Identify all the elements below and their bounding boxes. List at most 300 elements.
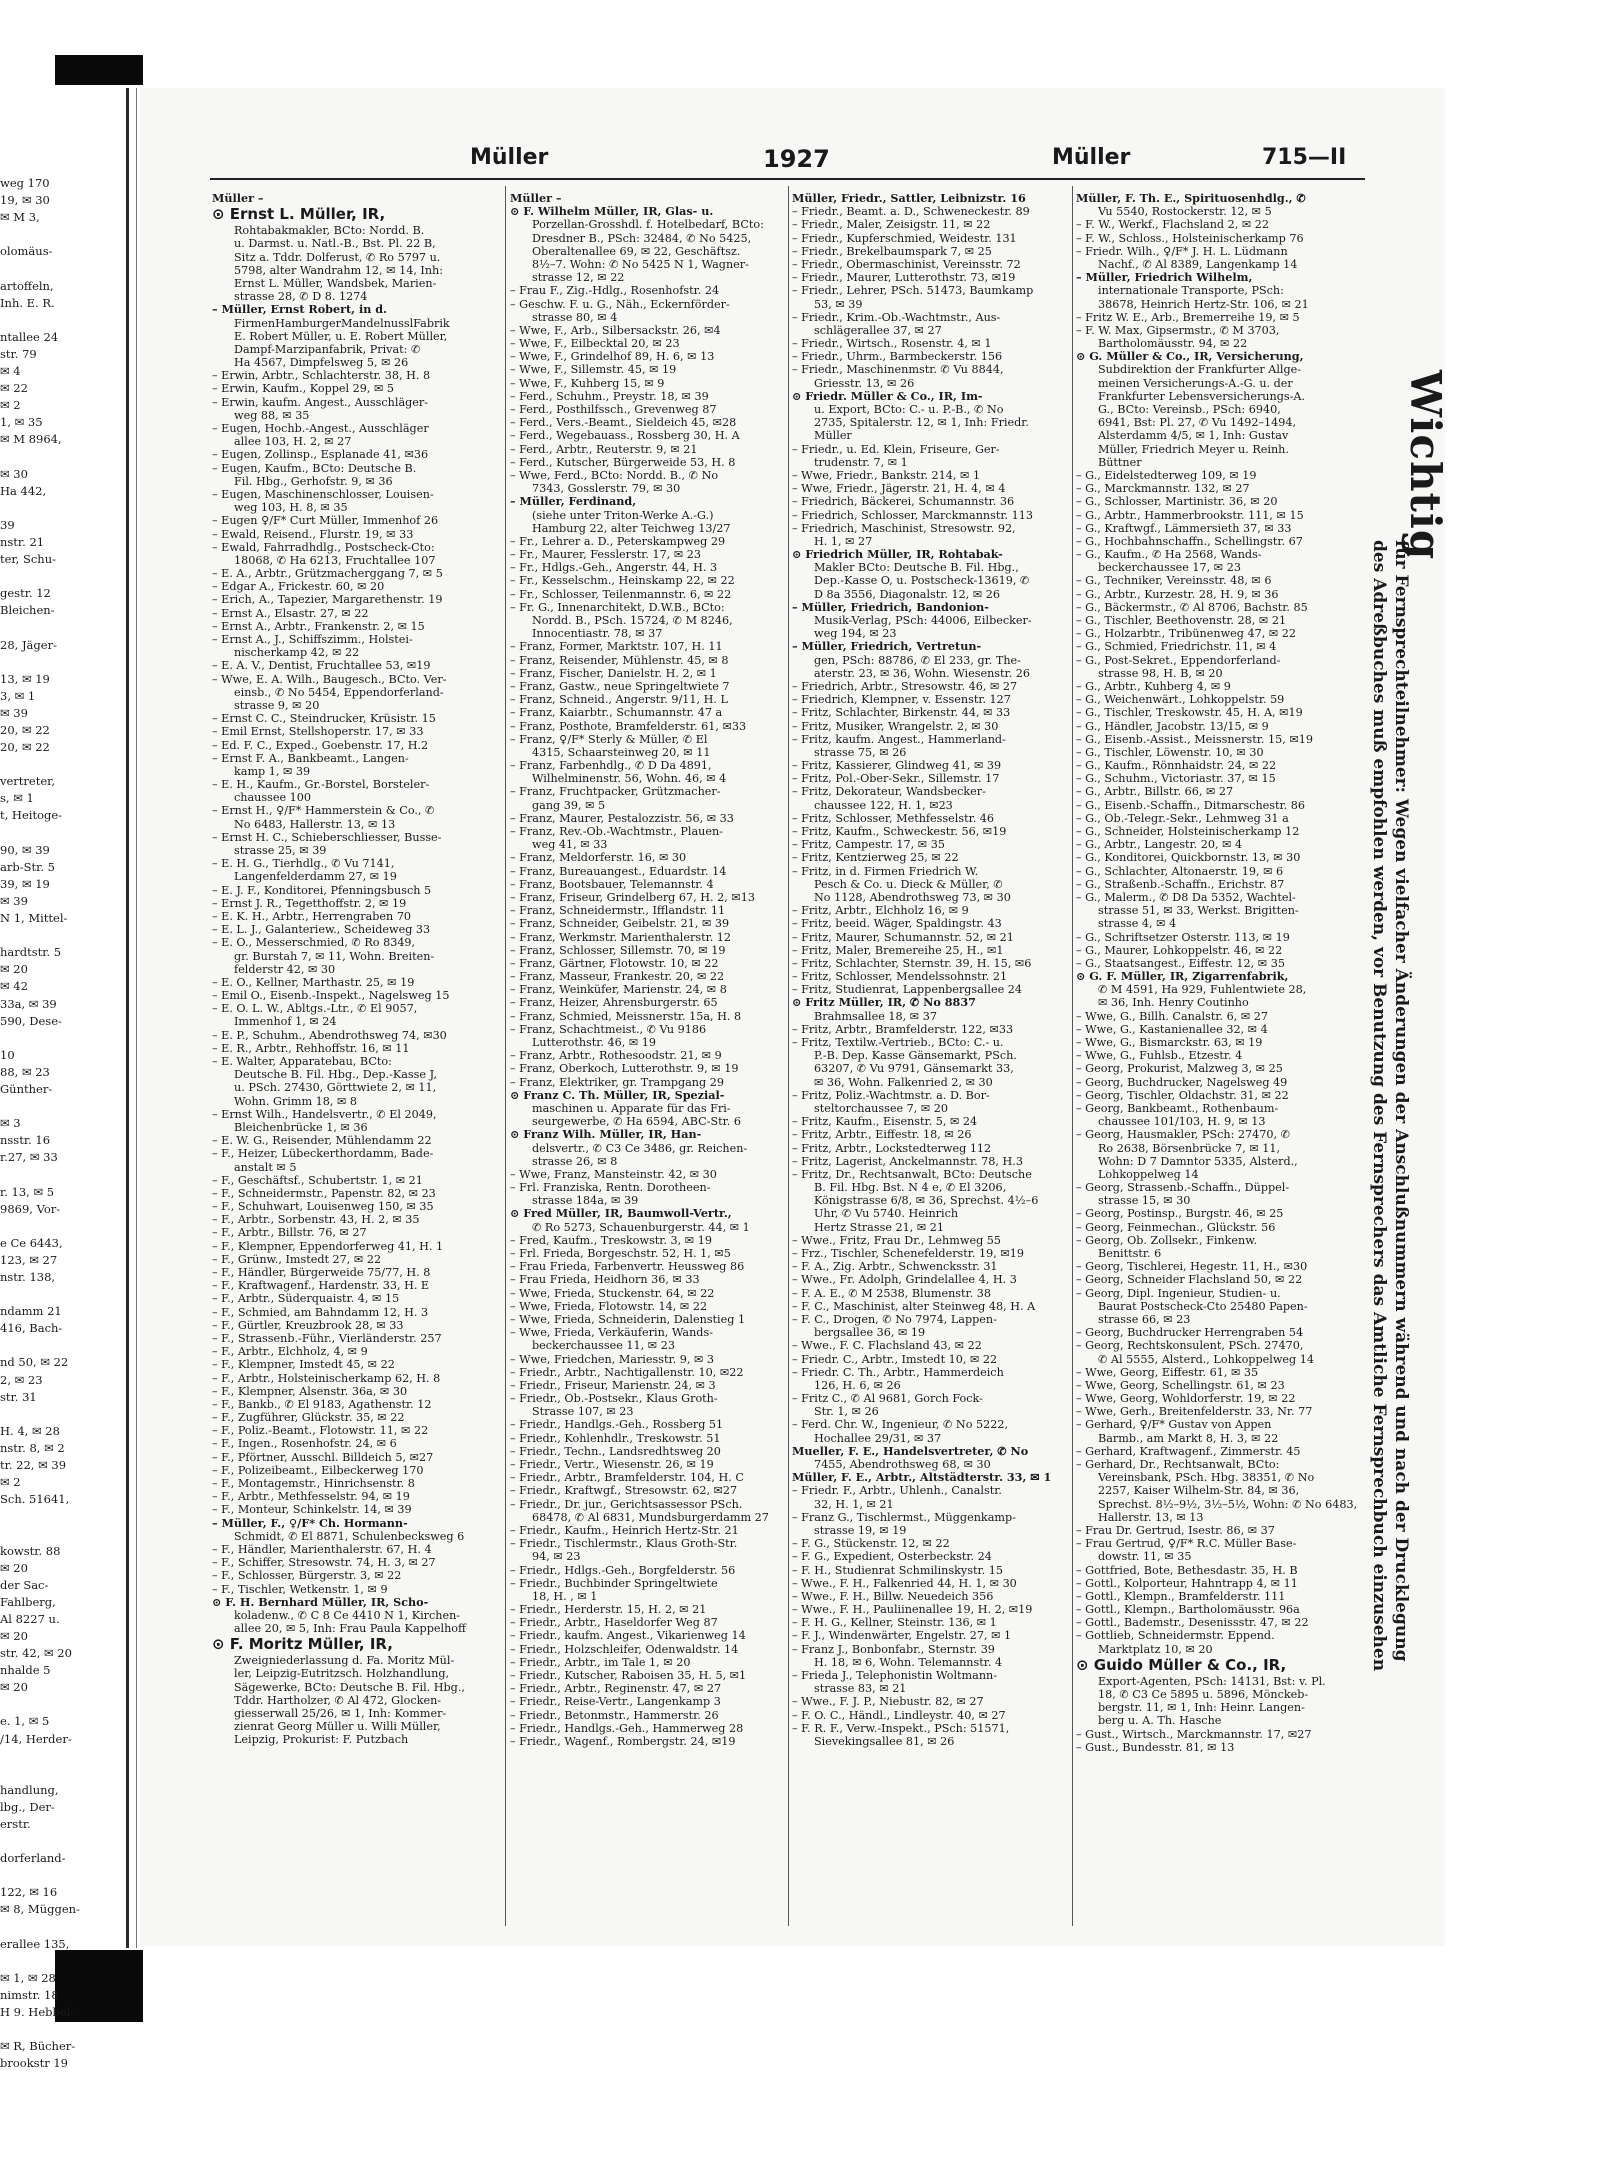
directory-entry-line: Müller, Friedrich Meyer u. Reinh.: [1098, 442, 1289, 456]
directory-entry-line: – G., Konditorei, Quickbornstr. 13, ✉ 30: [1076, 851, 1301, 865]
directory-entry-line: – F., Arbtr., Billstr. 76, ✉ 27: [212, 1226, 367, 1240]
prev-page-line: nstr. 8, ✉ 2: [0, 1440, 65, 1455]
directory-entry-line: – Ernst F. A., Bankbeamt., Langen-: [212, 751, 409, 765]
prev-page-line: 123, ✉ 27: [0, 1252, 58, 1267]
directory-entry-line: – Georg, Prokurist, Malzweg 3, ✉ 25: [1076, 1062, 1283, 1076]
directory-entry-line: – Georg, Bankbeamt., Rothenbaum-: [1076, 1101, 1279, 1115]
directory-entry-line: Hamburg 22, alter Teichweg 13/27: [532, 521, 731, 535]
directory-entry-line: – Friedr., Hdlgs.-Geh., Borgfelderstr. 56: [510, 1563, 736, 1577]
directory-entry-line: – Friedr., Kutscher, Raboisen 35, H. 5, ✉1: [510, 1669, 747, 1682]
directory-entry-line: – Friedr., Beamt. a. D., Schweneckestr. 89: [792, 205, 1030, 219]
directory-entry-line: – Ed. F. C., Exped., Goebenstr. 17, H.2: [212, 738, 429, 752]
prev-page-line: 416, Bach-: [0, 1321, 63, 1336]
prev-page-line: weg 170: [0, 176, 50, 190]
directory-entry-line: allee 20, ✉ 5, Inh: Frau Paula Kappelhoff: [234, 1622, 466, 1636]
directory-entry-line: – Franz, Gastw., neue Springeltwiete 7: [510, 679, 730, 693]
directory-entry-line: – Gerhard, Dr., Rechtsanwalt, BCto:: [1076, 1458, 1280, 1471]
directory-entry-line: – Frau Frieda, Heidhorn 36, ✉ 33: [510, 1273, 700, 1287]
prev-page-line: tr. 22, ✉ 39: [0, 1458, 67, 1473]
directory-entry-line: – Wwe., Fritz, Frau Dr., Lehmweg 55: [792, 1233, 1002, 1247]
directory-entry-line: felderstr 42, ✉ 30: [234, 962, 336, 976]
directory-entry-line: weg 194, ✉ 23: [814, 627, 897, 641]
prev-page-line: [0, 619, 120, 636]
directory-entry-line: – G., Straßenb.-Schaffn., Erichstr. 87: [1076, 877, 1285, 891]
directory-entry-line: – Ferd., Wegebauass., Rossberg 30, H. A: [510, 429, 740, 443]
directory-entry-line: – Frau Frieda, Farbenvertr. Heussweg 86: [510, 1260, 745, 1274]
prev-page-line: ✉ M 3,: [0, 210, 40, 225]
directory-entry-line: – E. Walter, Apparatebau, BCto:: [212, 1055, 392, 1068]
prev-page-line: [0, 226, 120, 243]
directory-entry-line: P.-B. Dep. Kasse Gänsemarkt, PSch.: [814, 1049, 1017, 1063]
prev-page-line: [0, 1030, 120, 1047]
directory-entry-line: No 6483, Hallerstr. 13, ✉ 13: [234, 817, 396, 831]
directory-entry-line: weg 88, ✉ 35: [234, 408, 310, 422]
directory-entry-line: steltorchaussee 7, ✉ 20: [814, 1101, 949, 1115]
directory-entry-line: – Friedr., Handlgs.-Geh., Rossberg 51: [510, 1418, 724, 1432]
directory-entry-line: delsvertr., ✆ C3 Ce 3486, gr. Reichen-: [532, 1141, 748, 1155]
directory-entry-line: D 8a 3556, Diagonalstr. 12, ✉ 26: [814, 587, 1001, 601]
directory-entry-line: – Friedr., Betonmstr., Hammerstr. 26: [510, 1708, 719, 1722]
directory-entry-line: strasse 184a, ✉ 39: [532, 1194, 639, 1208]
directory-entry-line: Barmb., am Markt 8, H. 3, ✉ 22: [1098, 1431, 1279, 1445]
directory-entry-heading: – Müller, Ernst Robert, in d.: [212, 303, 387, 317]
directory-entry-line: – F., Händler, Marienthalerstr. 67, H. 4: [212, 1542, 432, 1556]
directory-entry-line: – Eugen, Kaufm., BCto: Deutsche B.: [212, 461, 417, 475]
directory-entry-line: – F. C., Maschinist, alter Steinweg 48, H. A: [792, 1299, 1036, 1313]
directory-entry-line: strasse 15, ✉ 30: [1098, 1194, 1191, 1208]
directory-entry-line: – Georg, Hausmakler, PSch: 27470, ✆: [1076, 1128, 1290, 1142]
directory-entry-line: – G., Tischler, Löwenstr. 10, ✉ 30: [1076, 745, 1264, 759]
directory-entry-line: – Wwe, F., Arb., Silbersackstr. 26, ✉4: [510, 323, 721, 337]
directory-entry-line: Leipzig, Prokurist: F. Putzbach: [234, 1733, 409, 1747]
directory-entry-line: – Friedr., Buchbinder Springeltwiete: [510, 1576, 718, 1590]
prev-page-line: e. 1, ✉ 5: [0, 1714, 50, 1729]
directory-entry-line: – Wwe, Frieda, Flotowstr. 14, ✉ 22: [510, 1299, 708, 1313]
directory-entry-line: – F., Geschäftsf., Schubertstr. 1, ✉ 21: [212, 1173, 423, 1187]
directory-entry-line: – Gottl., Bademstr., Desenissstr. 47, ✉ 22: [1076, 1616, 1309, 1630]
directory-entry-line: – Gust., Wirtsch., Marckmannstr. 17, ✉27: [1076, 1727, 1312, 1741]
directory-entry-line: – G., Arbtr., Kuhberg 4, ✉ 9: [1076, 679, 1231, 693]
prev-page-line: H 9. Hebbel-: [0, 2005, 75, 2020]
directory-entry-line: – Franz, Arbtr., Rothesoodstr. 21, ✉ 9: [510, 1049, 722, 1063]
directory-entry-line: – Ernst A., Arbtr., Frankenstr. 2, ✉ 15: [212, 619, 425, 633]
directory-entry-line: Tddr. Hartholzer, ✆ Al 472, Glocken-: [234, 1693, 442, 1707]
directory-entry-line: ler, Leipzig-Eutritzsch. Holzhandlung,: [234, 1667, 450, 1681]
directory-entry-line: – Friedr., Maurer, Lutterothstr. 73, ✉19: [792, 271, 1016, 285]
prev-page-line: s, ✉ 1: [0, 791, 34, 806]
directory-entry-line: Ro 2638, Börsenbrücke 7, ✉ 11,: [1098, 1141, 1281, 1155]
directory-entry-line: Hertz Strasse 21, ✉ 21: [814, 1220, 945, 1234]
header-right-name: Müller: [1052, 145, 1131, 170]
directory-entry-line: – Georg, Rechtskonsulent, PSch. 27470,: [1076, 1339, 1304, 1353]
directory-entry-line: FirmenHamburgerMandelnusslFabrik: [234, 316, 450, 330]
directory-entry-line: – Franz, Friseur, Grindelberg 67, H. 2, ✉13: [510, 890, 755, 904]
directory-entry-line: – F., Händler, Bürgerweide 75/77, H. 8: [212, 1266, 431, 1279]
directory-entry-line: Str. 1, ✉ 26: [814, 1405, 879, 1419]
directory-entry-line: Subdirektion der Frankfurter Allge-: [1098, 363, 1302, 377]
directory-entry-line: – Edgar A., Frickestr. 60, ✉ 20: [212, 580, 385, 594]
directory-entry-line: – Ernst Wilh., Handelsvertr., ✆ El 2049,: [212, 1107, 437, 1121]
directory-entry-line: – Fritz, Kentzierweg 25, ✉ 22: [792, 851, 959, 865]
directory-entry-line: – G., Kraftwgf., Lämmersieth 37, ✉ 33: [1076, 521, 1292, 535]
directory-entry-line: – E. O. L. W., Abltgs.-Ltr., ✆ El 9057,: [212, 1002, 418, 1016]
directory-entry-line: – Fritz, Kaufm., Schweckestr. 56, ✉19: [792, 825, 1007, 838]
directory-entry-line: – Wwe., F. H., Billw. Neuedeich 356: [792, 1589, 994, 1603]
prev-page-line: str. 79: [0, 346, 37, 361]
prev-page-line: 10: [0, 1047, 15, 1062]
directory-entry-line: – G., Eisenb.-Assist., Meissnerstr. 15, ✉19: [1076, 732, 1313, 746]
directory-entry-line: – Fritz, Lagerist, Anckelmannstr. 78, H.3: [792, 1154, 1023, 1168]
directory-entry-line: – Fritz, Musiker, Wrangelstr. 2, ✉ 30: [792, 719, 999, 733]
directory-entry-line: Strasse 107, ✉ 23: [532, 1405, 634, 1419]
directory-entry-line: u. PSch. 27430, Görttwiete 2, ✉ 11,: [234, 1081, 437, 1095]
prev-page-line: handlung,: [0, 1782, 59, 1797]
directory-column-2: [510, 192, 785, 1748]
prev-page-line: ✉ 2: [0, 398, 21, 413]
directory-entry-line: G., BCto: Vereinsb., PSch: 6940,: [1098, 403, 1281, 416]
directory-entry-line: Wilhelminenstr. 56, Wohn. 46, ✉ 4: [532, 772, 727, 786]
column-rule-2: [788, 186, 789, 1926]
directory-entry-line: – Gottfried, Bote, Bethesdastr. 35, H. B: [1076, 1563, 1298, 1577]
directory-entry-line: – Franz, Bureauangest., Eduardstr. 14: [510, 864, 727, 878]
directory-entry-heading: Müller, Friedr., Sattler, Leibnizstr. 16: [792, 192, 1026, 205]
prev-page-line: [0, 1286, 120, 1303]
prev-page-line: 33a, ✉ 39: [0, 996, 57, 1011]
prev-page-line: 20, ✉ 22: [0, 740, 50, 755]
directory-entry-line: – Friedr., Friseur, Marienstr. 24, ✉ 3: [510, 1378, 716, 1392]
directory-entry-line: – Franz J., Bonbonfabr., Sternstr. 39: [792, 1642, 995, 1656]
directory-entry-line: – Fritz, Schlachter, Sternstr. 39, H. 15, ✉6: [792, 956, 1032, 970]
directory-entry-line: – Friedr., Kupferschmied, Weidestr. 131: [792, 231, 1017, 245]
directory-entry-line: Dep.-Kasse O, u. Postscheck-13619, ✆: [814, 574, 1030, 588]
directory-entry-line: – Friedrich, Klempner, v. Essenstr. 127: [792, 693, 1011, 707]
directory-entry-heading: – Müller, Friedrich, Vertretun-: [792, 640, 982, 654]
directory-entry-line: gr. Burstah 7, ✉ 11, Wohn. Breiten-: [234, 949, 435, 963]
header-page-number: 715—II: [1262, 145, 1347, 170]
header-year: 1927: [763, 145, 830, 173]
prev-page-line: ✉ M 8964,: [0, 432, 62, 447]
directory-entry-line: u. Export, BCto: C.- u. P.-B., ✆ No: [814, 403, 1004, 416]
directory-entry-line: No 1128, Abendrothsweg 73, ✉ 30: [814, 890, 1011, 904]
directory-entry-line: – F. H., Studienrat Schmilinskystr. 15: [792, 1563, 1003, 1577]
directory-entry-line: – Friedrich, Arbtr., Stresowstr. 46, ✉ 27: [792, 679, 1018, 693]
prev-page-line: Sch. 51641,: [0, 1492, 70, 1507]
directory-entry-line: – F. G., Stückenstr. 12, ✉ 22: [792, 1537, 950, 1551]
directory-entry-line: – Friedr., Arbtr., Nachtigallenstr. 10, ✉22: [510, 1365, 744, 1379]
directory-entry-line: – Georg, Tischler, Oldachstr. 31, ✉ 22: [1076, 1088, 1289, 1102]
directory-entry-line: – F., Schuhwart, Louisenweg 150, ✉ 35: [212, 1200, 434, 1214]
directory-entry-line: – Fritz, Schlosser, Mendelssohnstr. 21: [792, 970, 1008, 984]
directory-entry-line: – Fritz, Kassierer, Glindweg 41, ✉ 39: [792, 759, 1002, 773]
directory-entry-line: – Friedr., Holzschleifer, Odenwaldstr. 14: [510, 1642, 739, 1656]
directory-entry-line: 53, ✉ 39: [814, 297, 863, 311]
directory-entry-line: Sägewerke, BCto: Deutsche B. Fil. Hbg.,: [234, 1680, 465, 1694]
directory-entry-line: – Fritz, Campestr. 17, ✉ 35: [792, 838, 945, 852]
directory-entry-line: – Wwe., Fr. Adolph, Grindelallee 4, H. 3: [792, 1273, 1017, 1287]
directory-entry-line: – F. W. Max, Gipsermstr., ✆ M 3703,: [1076, 323, 1280, 337]
directory-entry-line: – E. O., Messerschmied, ✆ Ro 8349,: [212, 936, 416, 950]
prev-page-line: 19, ✉ 30: [0, 193, 50, 208]
directory-entry-line: – Friedr., Ob.-Postsekr., Klaus Groth-: [510, 1392, 718, 1406]
directory-entry-line: – Friedr., Krim.-Ob.-Wachtmstr., Aus-: [792, 310, 1001, 324]
directory-entry-line: Schmidt, ✆ El 8871, Schulenbecksweg 6: [234, 1529, 465, 1543]
directory-entry-line: – Wwe., F. J. P., Niebustr. 82, ✉ 27: [792, 1695, 984, 1709]
directory-entry-line: strasse 26, ✉ 8: [532, 1154, 618, 1168]
directory-entry-line: – F., Poliz.-Beamt., Flotowstr. 11, ✉ 22: [212, 1424, 429, 1438]
directory-entry-line: – Gottlieb, Schneidermstr. Eppend.: [1076, 1629, 1275, 1643]
prev-page-line: ✉ 2: [0, 1475, 21, 1490]
prev-page-line: Al 8227 u.: [0, 1611, 60, 1626]
header-rule: [210, 178, 1365, 180]
directory-entry-line: – G., Kaufm., Rönnhaidstr. 24, ✉ 22: [1076, 759, 1277, 773]
directory-entry-line: Baurat Postscheck-Cto 25480 Papen-: [1098, 1299, 1308, 1313]
directory-entry-line: weg 103, H. 8, ✉ 35: [234, 501, 348, 515]
directory-entry-line: – Franz, Kaiarbtr., Schumannstr. 47 a: [510, 706, 723, 720]
directory-entry-line: – Wwe, Georg, Schellingstr. 61, ✉ 23: [1076, 1378, 1285, 1392]
directory-entry-line: – Friedr., Kaufm., Heinrich Hertz-Str. 21: [510, 1523, 739, 1537]
prev-page-line: [0, 1508, 120, 1525]
prev-page-line: Fahlberg,: [0, 1594, 56, 1609]
prev-page-line: str. 31: [0, 1389, 37, 1404]
directory-entry-line: – Wwe, Friedchen, Mariesstr. 9, ✉ 3: [510, 1352, 714, 1366]
prev-page-line: vertreter,: [0, 774, 56, 789]
directory-entry-line: strasse 19, ✉ 19: [814, 1523, 907, 1537]
black-bar-top: [55, 55, 143, 85]
directory-entry-line: – F., Pförtner, Ausschl. Billdeich 5, ✉27: [212, 1450, 434, 1464]
directory-entry-line: – Fritz, Dr., Rechtsanwalt, BCto: Deutsche: [792, 1167, 1032, 1181]
directory-entry-line: – Wwe., F. H., Falkenried 44, H. 1, ✉ 30: [792, 1576, 1017, 1590]
directory-entry-line: – Geschw. F. u. G., Näh., Eckernförder-: [510, 297, 730, 311]
directory-entry-heading: – Müller, Ferdinand,: [510, 495, 637, 509]
directory-column-1: [212, 192, 502, 1747]
prev-page-line: 28, Jäger-: [0, 637, 57, 652]
directory-entry-heading: ⊙ Franz C. Th. Müller, IR, Spezial-: [510, 1088, 725, 1102]
directory-entry-line: Bleichenbrücke 1, ✉ 36: [234, 1120, 368, 1134]
directory-entry-line: Musik-Verlag, PSch: 44006, Eilbecker-: [814, 614, 1032, 627]
header-left-name: Müller: [470, 145, 549, 170]
directory-entry-line: – Friedr., Maler, Zeisigstr. 11, ✉ 22: [792, 218, 991, 232]
directory-entry-heading: ⊙ Fritz Müller, IR, ✆ No 8837: [792, 996, 976, 1010]
directory-entry-line: – F., Montagemstr., Hinrichsenstr. 8: [212, 1477, 415, 1490]
prev-page-line: ✉ 1, ✉ 28: [0, 1970, 56, 1985]
prev-page-line: gestr. 12: [0, 586, 51, 601]
directory-entry-line: – Friedr., Uhrm., Barmbeckerstr. 156: [792, 350, 1003, 364]
directory-entry-line: 8½–7. Wohn: ✆ No 5425 N 1, Wagner-: [532, 257, 749, 271]
directory-entry-line: – E. P., Schuhm., Abendrothsweg 74, ✉30: [212, 1028, 447, 1042]
directory-entry-line: – Friedr., Maschinenmstr. ✆ Vu 8844,: [792, 363, 1004, 377]
directory-entry-line: – Fr., Lehrer a. D., Peterskampweg 29: [510, 534, 726, 548]
prev-page-line: 3, ✉ 1: [0, 688, 36, 703]
directory-entry-line: – Franz, Oberkoch, Lutterothstr. 9, ✉ 19: [510, 1062, 739, 1076]
directory-entry-line: – Franz, ♀/F* Sterly & Müller, ✆ El: [510, 732, 708, 746]
directory-entry-line: Makler BCto: Deutsche B. Fil. Hbg.,: [814, 561, 1019, 575]
directory-entry-line: – F. W., Schloss., Holsteinischerkamp 76: [1076, 231, 1304, 245]
directory-entry-line: – Ernst H. C., Schieberschliesser, Busse-: [212, 830, 442, 844]
directory-entry-line: seurgewerbe, ✆ Ha 6594, ABC-Str. 6: [532, 1115, 741, 1129]
directory-entry-line: – F., Bankb., ✆ El 9183, Agathenstr. 12: [212, 1397, 432, 1411]
directory-entry-line: H. 18, ✉ 6, Wohn. Telemannstr. 4: [814, 1655, 1003, 1669]
directory-entry-line: Sprechst. 8½–9½, 3½–5½, Wohn: ✆ No 6483,: [1098, 1497, 1358, 1511]
directory-entry-line: – Fritz, Kaufm., Eisenstr. 5, ✉ 24: [792, 1115, 978, 1129]
directory-entry-line: Bartholomäusstr. 94, ✉ 22: [1098, 337, 1248, 351]
directory-entry-line: 6941, Bst: Pl. 27, ✆ Vu 1492–1494,: [1098, 416, 1297, 430]
directory-entry-line: – Friedr. C., Arbtr., Imstedt 10, ✉ 22: [792, 1352, 998, 1366]
prev-page-line: [0, 1218, 120, 1235]
directory-entry-line: chaussee 122, H. 1, ✉23: [814, 798, 953, 812]
directory-entry-line: – Friedr., kaufm. Angest., Vikarienweg 14: [510, 1629, 746, 1643]
directory-entry-line: – Fritz, Arbtr., Lockstedterweg 112: [792, 1141, 992, 1155]
previous-page-fragment: [0, 175, 120, 2072]
directory-entry-heading: ⊙ G. Müller & Co., IR, Versicherung,: [1076, 350, 1304, 364]
prev-page-line: ✉ 20: [0, 1680, 28, 1695]
directory-entry-line: – F., Polizeibeamt., Eilbeckerweg 170: [212, 1463, 424, 1477]
prev-page-line: nd 50, ✉ 22: [0, 1355, 69, 1370]
prev-page-line: arb-Str. 5: [0, 859, 55, 874]
directory-entry-line: – E. A., Arbtr., Grützmacherggang 7, ✉ 5: [212, 567, 443, 581]
directory-entry-line: strasse 25, ✉ 39: [234, 844, 327, 857]
directory-entry-line: – Fritz, Maler, Bremereihe 25, H., ✉1: [792, 943, 1004, 957]
directory-entry-line: – Frl. Frieda, Borgeschstr. 52, H. 1, ✉5: [510, 1247, 731, 1260]
prev-page-line: nstr. 21: [0, 534, 45, 549]
directory-entry-line: – Ferd., Schuhm., Preystr. 18, ✉ 39: [510, 389, 709, 403]
directory-entry-line: – F. A. E., ✆ M 2538, Blumenstr. 38: [792, 1286, 991, 1300]
directory-entry-line: – Franz, Rev.-Ob.-Wachtmstr., Plauen-: [510, 825, 723, 838]
prev-page-line: 13, ✉ 19: [0, 671, 50, 686]
directory-entry-line: Sievekingsallee 81, ✉ 26: [814, 1734, 955, 1748]
directory-entry-line: – Gust., Bundesstr. 81, ✉ 13: [1076, 1740, 1235, 1754]
directory-entry-line: internationale Transporte, PSch:: [1098, 284, 1284, 298]
directory-entry-line: – Ernst A., Elsastr. 27, ✉ 22: [212, 606, 369, 620]
prev-page-line: ✉ 20: [0, 1628, 28, 1643]
directory-entry-line: ✆ Al 5555, Alsterd., Lohkoppelweg 14: [1098, 1352, 1314, 1366]
directory-entry-line: Brahmsallee 18, ✉ 37: [814, 1009, 937, 1023]
prev-page-line: [0, 1919, 120, 1936]
prev-page-line: 20, ✉ 22: [0, 723, 50, 737]
directory-entry-line: – Fritz, Studienrat, Lappenbergsallee 24: [792, 983, 1023, 997]
directory-entry-line: – G., Arbtr., Langestr. 20, ✉ 4: [1076, 838, 1243, 852]
directory-entry-line: – Wwe, F., Kuhberg 15, ✉ 9: [510, 376, 665, 390]
directory-entry-line: – G., Ob.-Telegr.-Sekr., Lehmweg 31 a: [1076, 811, 1289, 825]
prev-page-line: nhalde 5: [0, 1663, 51, 1678]
directory-entry-line: – Georg, Dipl. Ingenieur, Studien- u.: [1076, 1286, 1281, 1300]
directory-entry-line: – F., Arbtr., Elchholz, 4, ✉ 9: [212, 1345, 368, 1359]
directory-entry-line: – Fritz, Arbtr., Elchholz 16, ✉ 9: [792, 904, 969, 918]
directory-entry-line: – Wwe, G., Fuhlsb., Etzestr. 4: [1076, 1049, 1243, 1063]
directory-entry-heading: Müller, F. E., Arbtr., Altstädterstr. 33, ✉ 1: [792, 1471, 1052, 1485]
directory-entry-line: – F., Schmied, am Bahndamm 12, H. 3: [212, 1305, 429, 1319]
prev-page-line: N 1, Mittel-: [0, 911, 68, 926]
prev-page-line: [0, 1765, 120, 1782]
prev-page-line: Inh. E. R.: [0, 295, 55, 310]
directory-entry-line: – F., Schneidermstr., Papenstr. 82, ✉ 23: [212, 1186, 436, 1200]
directory-entry-line: – F. G., Expedient, Osterbeckstr. 24: [792, 1550, 992, 1564]
directory-entry-line: chaussee 100: [234, 791, 311, 805]
directory-entry-line: – E. J. F., Konditorei, Pfenningsbusch 5: [212, 883, 432, 897]
directory-entry-line: Innocentiastr. 78, ✉ 37: [532, 627, 663, 641]
prev-page-line: [0, 568, 120, 585]
directory-entry-line: – Franz G., Tischlermst., Müggenkamp-: [792, 1510, 1016, 1524]
directory-entry-line: – F., Tischler, Wetkenstr. 1, ✉ 9: [212, 1582, 388, 1596]
directory-entry-line: – Friedr., Handlgs.-Geh., Hammerweg 28: [510, 1721, 744, 1735]
directory-entry-line: – Friedr., Reise-Vertr., Langenkamp 3: [510, 1695, 721, 1709]
prev-page-line: brookstr 19: [0, 2056, 68, 2071]
directory-entry-line: – G., Staatsangest., Eiffestr. 12, ✉ 35: [1076, 956, 1285, 970]
directory-entry-line: – G., Schneider, Holsteinischerkamp 12: [1076, 825, 1300, 838]
directory-entry-line: strasse 80, ✉ 4: [532, 310, 618, 324]
prev-page-line: ✉ 22: [0, 381, 28, 396]
directory-entry-line: – Franz, Elektriker, gr. Trampgang 29: [510, 1075, 724, 1089]
side-notice-line-1: für Fernsprechteilnehmer: Wegen vielfacher Änderungen der Anschlußnummern während und nach der Drucklegung: [1391, 540, 1411, 1662]
directory-entry-line: – E. L. J., Galanteriew., Scheideweg 33: [212, 923, 431, 937]
directory-entry-line: – Erich, A., Tapezier, Margarethenstr. 19: [212, 593, 443, 607]
prev-page-line: ✉ 3: [0, 1116, 21, 1131]
directory-entry-line: – Wwe, Frieda, Verkäuferin, Wands-: [510, 1326, 713, 1340]
directory-entry-line: – Fr., Hdlgs.-Geh., Angerstr. 44, H. 3: [510, 561, 718, 575]
directory-entry-line: – Ernst H., ♀/F* Hammerstein & Co., ✆: [212, 804, 435, 818]
directory-entry-line: – Georg, Ob. Zollsekr., Finkenw.: [1076, 1233, 1258, 1247]
directory-entry-line: Griesstr. 13, ✉ 26: [814, 376, 915, 390]
directory-entry-line: Zweigniederlassung d. Fa. Moritz Mül-: [234, 1654, 455, 1668]
prev-page-line: ✉ 20: [0, 1560, 28, 1575]
prev-page-line: [0, 1406, 120, 1423]
directory-entry-heading: Mueller, F. E., Handelsvertreter, ✆ No: [792, 1444, 1029, 1458]
directory-entry-line: B. Fil. Hbg. Bst. N 4 e, ✆ El 3206,: [814, 1181, 1007, 1195]
directory-entry-heading: ⊙ Franz Wilh. Müller, IR, Han-: [510, 1128, 702, 1142]
directory-entry-line: – F., Strassenb.-Führ., Vierländerstr. 257: [212, 1331, 442, 1345]
directory-entry-line: – G., Arbtr., Billstr. 66, ✉ 27: [1076, 785, 1234, 799]
directory-entry-line: Wohn. Grimm 18, ✉ 8: [234, 1094, 358, 1108]
directory-entry-line: – Gerhard, Kraftwagenf., Zimmerstr. 45: [1076, 1444, 1301, 1458]
prev-page-line: ter, Schu-: [0, 552, 56, 567]
directory-entry-heading: ⊙ Guido Müller & Co., IR,: [1076, 1655, 1287, 1674]
prev-page-line: ✉ 30: [0, 466, 28, 481]
prev-page-line: kowstr. 88: [0, 1543, 61, 1558]
prev-page-line: [0, 1748, 120, 1765]
directory-entry-line: – Ewald, Reisend., Flurstr. 19, ✉ 33: [212, 527, 414, 541]
directory-entry-line: strasse 28, ✆ D 8. 1274: [234, 290, 368, 304]
directory-entry-line: Vu 5540, Rostockerstr. 12, ✉ 5: [1098, 205, 1272, 219]
directory-entry-line: – Friedr., Vertr., Wiesenstr. 26, ✉ 19: [510, 1458, 714, 1471]
directory-entry-line: Königstrasse 6/8, ✉ 36, Sprechst. 4½–6: [814, 1194, 1039, 1208]
directory-entry-line: – G., Tischler, Treskowstr. 45, H. A, ✉19: [1076, 706, 1303, 720]
directory-entry-line: 63207, ✆ Vu 9791, Gänsemarkt 33,: [814, 1062, 1014, 1076]
directory-entry-heading: ⊙ F. Wilhelm Müller, IR, Glas- u.: [510, 205, 714, 219]
directory-entry-line: 126, H. 6, ✉ 26: [814, 1378, 901, 1392]
directory-entry-line: – Fritz, Dekorateur, Wandsbecker-: [792, 785, 986, 799]
directory-entry-line: bergsallee 36, ✉ 19: [814, 1326, 926, 1340]
directory-entry-line: – Franz, Heizer, Ahrensburgerstr. 65: [510, 996, 718, 1010]
prev-page-line: ✉ R, Bücher-: [0, 2039, 76, 2054]
directory-entry-line: – F., Ingen., Rosenhofstr. 24, ✉ 6: [212, 1437, 397, 1451]
directory-entry-line: – Wwe, G., Bismarckstr. 63, ✉ 19: [1076, 1036, 1263, 1049]
directory-entry-line: strasse 66, ✉ 23: [1098, 1312, 1191, 1326]
directory-entry-line: Vereinsbank, PSch. Hbg. 38351, ✆ No: [1098, 1471, 1315, 1485]
directory-entry-line: aterstr. 23, ✉ 36, Wohn. Wiesenstr. 26: [814, 666, 1030, 680]
directory-entry-line: – Erwin, kaufm. Angest., Ausschläger-: [212, 395, 429, 409]
directory-entry-line: – Friedrich, Schlosser, Marckmannstr. 113: [792, 508, 1033, 522]
directory-entry-line: meinen Versicherungs-A.-G. u. der: [1098, 376, 1293, 390]
directory-entry-line: – Frau Gertrud, ♀/F* R.C. Müller Base-: [1076, 1537, 1297, 1551]
directory-entry-line: – G., Arbtr., Hammerbrookstr. 111, ✉ 15: [1076, 508, 1304, 522]
directory-entry-line: – Wwe, G., Kastanienallee 32, ✉ 4: [1076, 1022, 1268, 1036]
directory-entry-line: – Ferd., Vers.-Beamt., Sieldeich 45, ✉28: [510, 416, 737, 430]
directory-entry-line: – Fritz, beeid. Wäger, Spaldingstr. 43: [792, 917, 1002, 931]
directory-entry-line: berg u. A. Th. Hasche: [1098, 1714, 1222, 1728]
directory-entry-line: – Friedr. Wilh., ♀/F* J. H. L. Lüdmann: [1076, 244, 1288, 258]
directory-entry-heading: Müller, F. Th. E., Spirituosenhdlg., ✆: [1076, 192, 1306, 205]
directory-entry-line: – Fritz, Arbtr., Bramfelderstr. 122, ✉33: [792, 1022, 1014, 1036]
directory-entry-line: – E. K. H., Arbtr., Herrengraben 70: [212, 909, 412, 923]
